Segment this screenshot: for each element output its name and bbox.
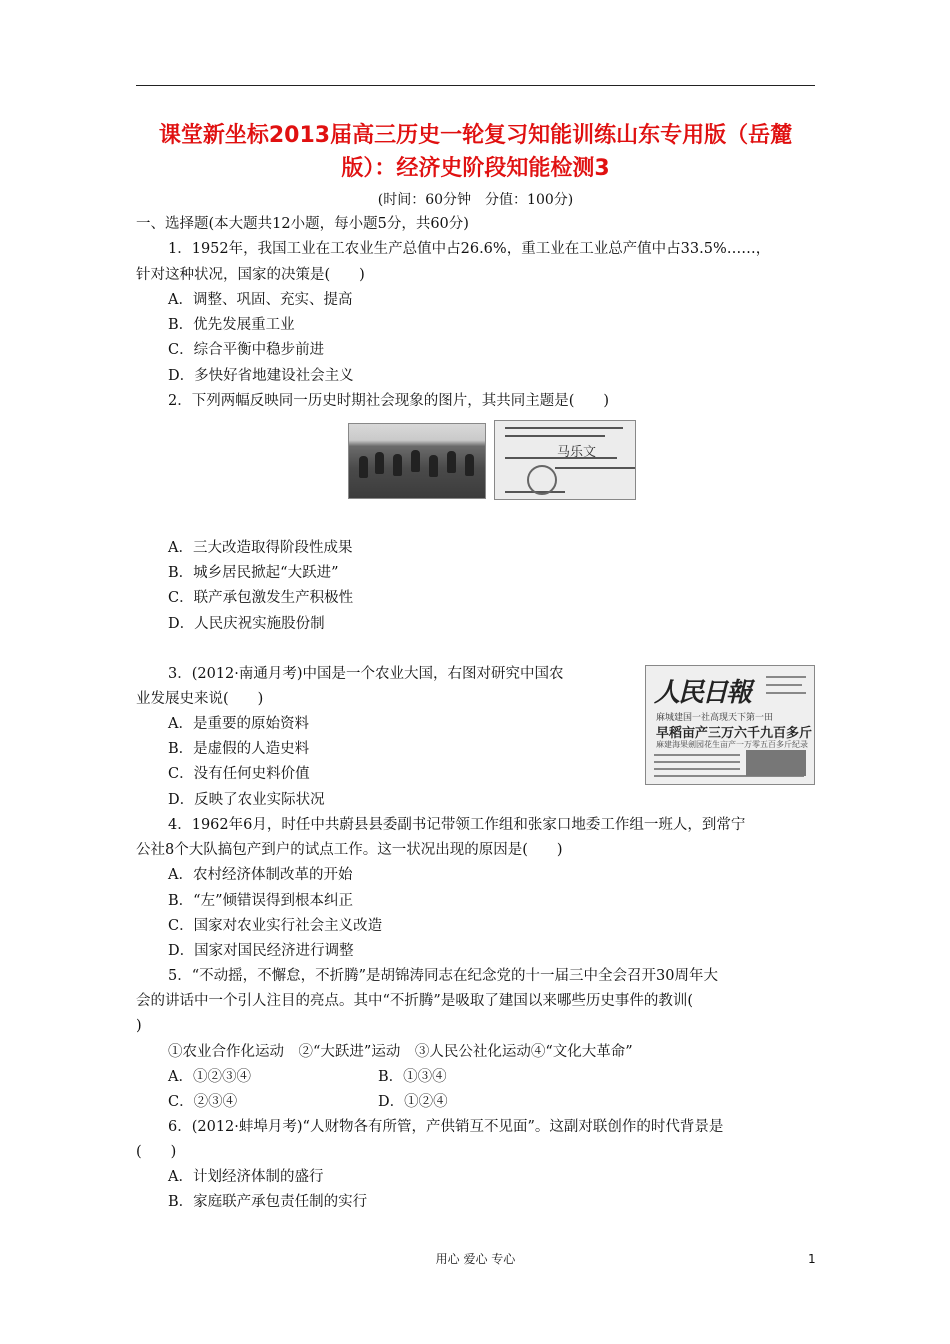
farm-workers-photo bbox=[348, 423, 486, 499]
newspaper-headline-small: 麻城建国一社高现天下第一田 bbox=[656, 713, 774, 723]
q3-option-b: B．是虚假的人造史料 bbox=[168, 741, 310, 757]
q3-option-a: A．是重要的原始资料 bbox=[168, 716, 309, 732]
q6-stem: 6．(2012·蚌埠月考)“人财物各有所管，产供销互不见面”。这副对联创作的时代背景是 bbox=[168, 1119, 724, 1135]
q4-stem: 4．1962年6月，时任中共蔚县县委副书记带领工作组和张家口地委工作组一班人，到常宁 bbox=[168, 817, 746, 833]
q5-option-b: B．①③④ bbox=[378, 1069, 447, 1085]
q1-stem-cont: 针对这种状况，国家的决策是( ) bbox=[136, 267, 365, 283]
q4-option-c: C．国家对农业实行社会主义改造 bbox=[168, 918, 383, 934]
q3-stem-cont: 业发展史来说( ) bbox=[136, 691, 264, 707]
q5-stem-cont: 会的讲话中一个引人注目的亮点。其中“不折腾”是吸取了建国以来哪些历史事件的教训( bbox=[136, 993, 693, 1009]
q2-option-a: A．三大改造取得阶段性成果 bbox=[168, 540, 353, 556]
newspaper-headline-sub: 麻建海果劍园花生亩产一万零五百多斤紀录 bbox=[656, 740, 808, 749]
q1-option-d: D．多快好省地建设社会主义 bbox=[168, 368, 354, 384]
newspaper-clipping-image bbox=[645, 665, 815, 785]
page-footer: 用心 爱心 专心 bbox=[435, 1252, 516, 1266]
newspaper-masthead: 人民日報 bbox=[654, 678, 751, 708]
q4-stem-cont: 公社8个大队搞包产到户的试点工作。这一状况出现的原因是( ) bbox=[136, 842, 563, 858]
q1-option-b: B．优先发展重工业 bbox=[168, 317, 295, 333]
time-score-info: (时间：60分钟 分值：100分) bbox=[377, 192, 574, 208]
q4-option-b: B．“左”倾错误得到根本纠正 bbox=[168, 893, 353, 909]
q4-option-a: A．农村经济体制改革的开始 bbox=[168, 867, 353, 883]
q4-option-d: D．国家对国民经济进行调整 bbox=[168, 943, 354, 959]
q5-option-d: D．①②④ bbox=[378, 1094, 448, 1110]
q5-stem: 5．“不动摇，不懈怠，不折腾”是胡锦涛同志在纪念党的十一届三中全会召开30周年大 bbox=[168, 968, 718, 984]
newspaper-headline-big: 早稻亩产三万六千九百多斤 bbox=[656, 726, 813, 741]
q2-option-d: D．人民庆祝实施股份制 bbox=[168, 616, 325, 632]
q5-items: ①农业合作化运动 ②“大跃进”运动 ③人民公社化运动④“文化大革命” bbox=[168, 1044, 633, 1060]
q3-stem: 3．(2012·南通月考)中国是一个农业大国，右图对研究中国农 bbox=[168, 666, 564, 682]
page-number: 1 bbox=[808, 1252, 816, 1266]
q6-stem-cont: ( ) bbox=[136, 1144, 177, 1160]
q5-option-a: A．①②③④ bbox=[168, 1069, 251, 1085]
q5-stem-end: ) bbox=[136, 1018, 142, 1034]
section-heading: 一、选择题(本大题共12小题，每小题5分，共60分) bbox=[136, 216, 469, 232]
q1-stem: 1．1952年，我国工业在工农业生产总值中占26.6%，重工业在工业总产值中占33.5%……， bbox=[168, 241, 771, 257]
q3-option-c: C．没有任何史料价值 bbox=[168, 766, 310, 782]
document-title-line2: 版）：经济史阶段知能检测3 bbox=[341, 156, 610, 181]
document-title-line1: 课堂新坐标2013届高三历史一轮复习知能训练山东专用版（岳麓 bbox=[158, 123, 793, 148]
q3-option-d: D．反映了农业实际状况 bbox=[168, 792, 325, 808]
q6-option-a: A．计划经济体制的盛行 bbox=[168, 1169, 324, 1185]
q2-option-c: C．联产承包激发生产积极性 bbox=[168, 590, 354, 606]
q6-option-b: B．家庭联产承包责任制的实行 bbox=[168, 1194, 368, 1210]
share-certificate-photo bbox=[494, 420, 636, 500]
seal-stamp-icon bbox=[527, 465, 557, 495]
q1-option-a: A．调整、巩固、充实、提高 bbox=[168, 292, 353, 308]
header-rule bbox=[136, 85, 815, 86]
certificate-name: 马乐文 bbox=[557, 445, 597, 460]
q2-stem: 2．下列两幅反映同一历史时期社会现象的图片，其共同主题是( ) bbox=[168, 393, 610, 409]
q1-option-c: C．综合平衡中稳步前进 bbox=[168, 342, 325, 358]
q5-option-c: C．②③④ bbox=[168, 1094, 238, 1110]
q2-option-b: B．城乡居民掀起“大跃进” bbox=[168, 565, 339, 581]
newspaper-photo bbox=[746, 750, 806, 776]
